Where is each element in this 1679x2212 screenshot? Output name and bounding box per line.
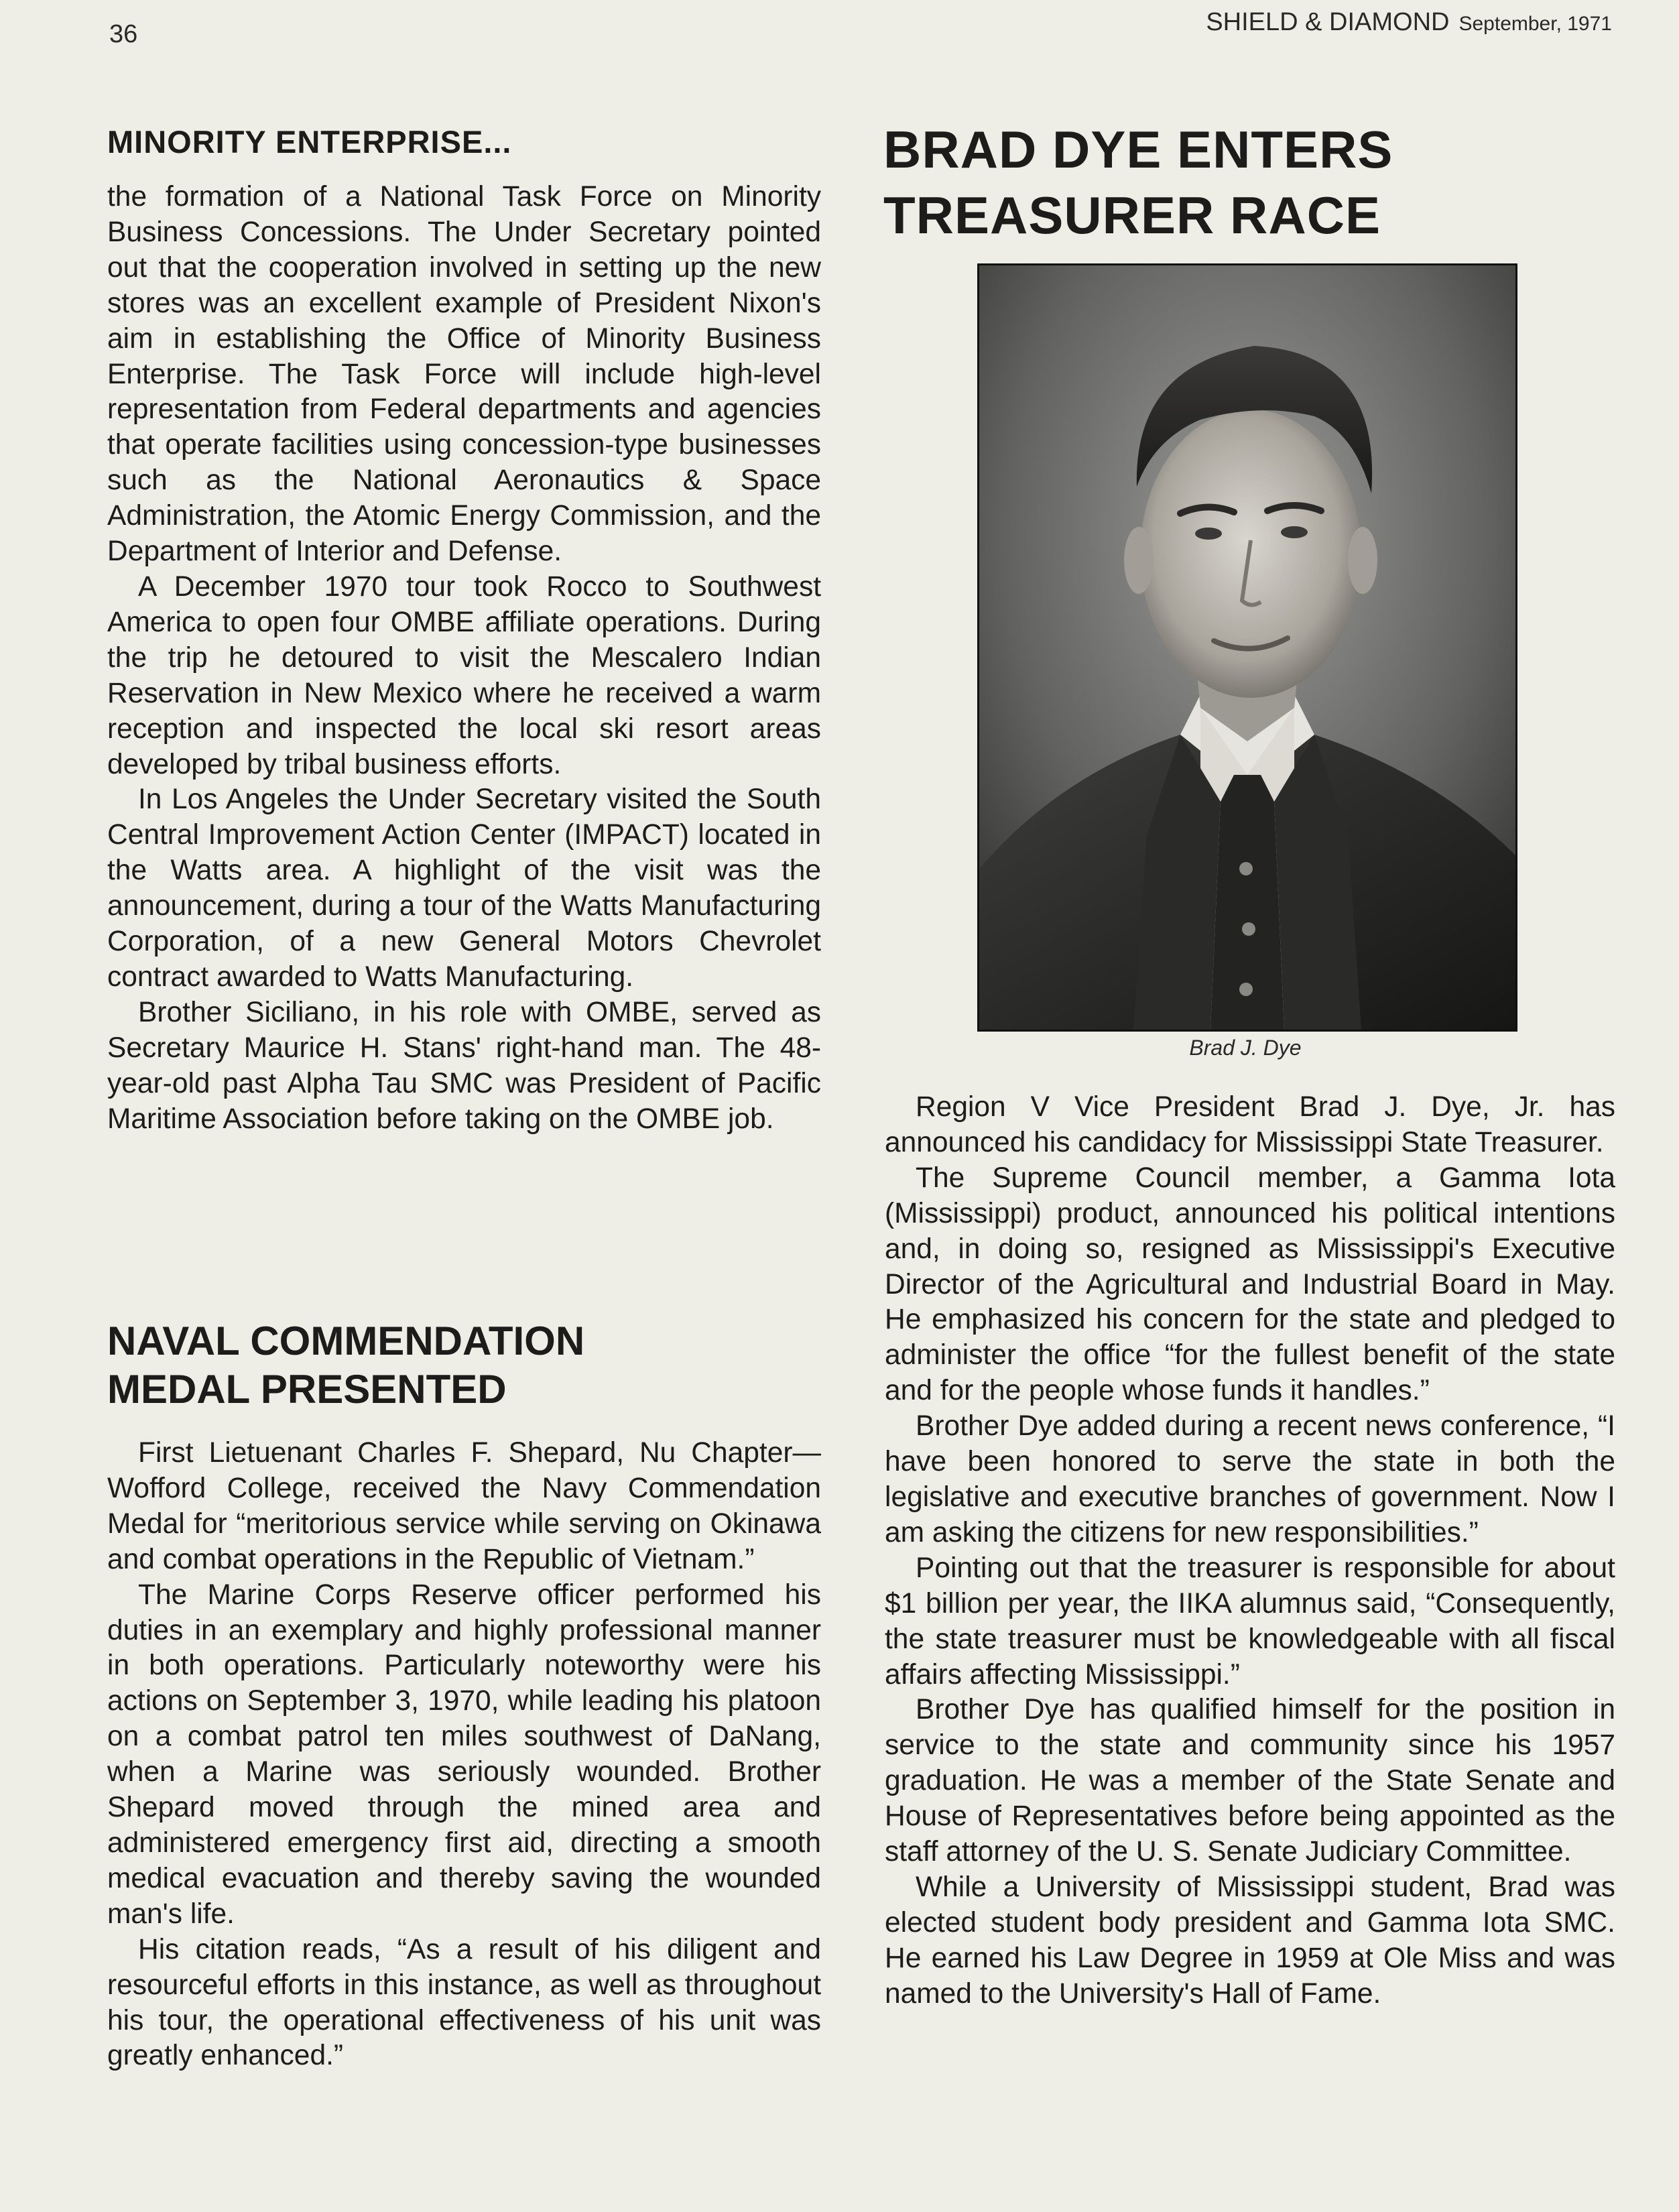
article-paragraph: Brother Dye has qualified himself for the position in service to the state and community since his 1957 graduation. He was a member of the State Senate and House of Representatives before being appointed as the staff attorney of the U. S. Senate Judiciary Committee. [885,1694,1615,1868]
article-paragraph: Region V Vice President Brad J. Dye, Jr. has announced his candidacy for Mississippi State Treasurer. [885,1091,1615,1158]
naval-commendation-article [107,1436,821,2074]
article-paragraph: Brother Dye added during a recent news conference, “I have been honored to serve the state in both the legislative and executive branches of government. Now I am asking the citizens for new responsibilities.” [885,1410,1615,1548]
article-paragraph: In Los Angeles the Under Secretary visited the South Central Improvement Action Center (IMPACT) located in the Watts area. A highlight of the visit was the announcement, during a tour of the Watts Manufacturing Corporation, of a new General Motors Chevrolet contract awarded to Watts Manufacturing. [107,784,821,993]
article-paragraph: the formation of a National Task Force on Minority Business Concessions. The Under Secretary pointed out that the cooperation involved in setting up the new stores was an excellent example of President Nixon's aim in establishing the Office of Minority Business Enterprise. The Task Force will include high-level representation from Federal departments and agencies that operate facilities using concession-type businesses such as the National Aeronautics & Space Administration, the Atomic Energy Commission, and the Department of Interior and Defense. [107,181,821,568]
portrait-illustration [979,265,1515,1030]
naval-commendation-headline [107,1317,821,1414]
publication-name: SHIELD & DIAMOND [1206,8,1450,36]
running-head [1206,8,1612,37]
article-paragraph: The Supreme Council member, a Gamma Iota (Mississippi) product, announced his political intentions and, in doing so, resigned as Mississippi's Executive Director of the Agricultural and Industrial Board in May. He emphasized his concern for the state and pledged to administer the office “for the fullest benefit of the state and for the people whose funds it handles.” [885,1162,1615,1407]
article-paragraph: While a University of Mississippi student, Brad was elected student body president and Gamma Iota SMC. He earned his Law Degree in 1959 at Ole Miss and was named to the University's Hall of Fame. [885,1871,1615,2010]
headline-line: BRAD DYE ENTERS [883,120,1393,179]
article-paragraph: First Lietuenant Charles F. Shepard, Nu Chapter—Wofford College, received the Navy Commendation Medal for “meritorious service while serving on Okinawa and combat operations in the Republic of Vietnam.” [107,1437,821,1575]
issue-date: September, 1971 [1458,13,1612,35]
article-paragraph: Brother Siciliano, in his role with OMBE, served as Secretary Maurice H. Stans' right-hand man. The 48-year-old past Alpha Tau SMC was President of Pacific Maritime Association before taking on the OMBE job. [107,996,821,1135]
article-paragraph: A December 1970 tour took Rocco to Southwest America to open four OMBE affiliate operations. During the trip he detoured to visit the Mescalero Indian Reservation in New Mexico where he received a warm reception and inspected the local ski resort areas developed by tribal business efforts. [107,570,821,780]
minority-enterprise-article [107,180,821,1137]
article-paragraph: Pointing out that the treasurer is responsible for about $1 billion per year, the IIKA alumnus said, “Consequently, the state treasurer must be knowledgeable with all fiscal affairs affecting Mississippi.” [885,1552,1615,1691]
article-paragraph: His citation reads, “As a result of his diligent and resourceful efforts in this instance, as well as throughout his tour, the operational effectiveness of his unit was greatly enhanced.” [107,1933,821,2072]
brad-dye-article [885,1090,1615,2012]
headline-line: TREASURER RACE [883,186,1381,245]
minority-enterprise-kicker: MINORITY ENTERPRISE... [107,124,512,160]
brad-dye-portrait-photo [977,263,1517,1032]
page-number: 36 [109,20,138,48]
brad-dye-headline [883,117,1621,248]
headline-line: MEDAL PRESENTED [107,1367,507,1412]
headline-line: NAVAL COMMENDATION [107,1318,585,1363]
article-paragraph: The Marine Corps Reserve officer performed his duties in an exemplary and highly professional manner in both operations. Particularly noteworthy were his actions on September 3, 1970, while leading his platoon on a combat patrol ten miles southwest of DaNang, when a Marine was seriously wounded. Brother Shepard moved through the mined area and administered emergency first aid, directing a smooth medical evacuation and thereby saving the wounded man's life. [107,1579,821,1930]
photo-caption: Brad J. Dye [1189,1036,1302,1060]
